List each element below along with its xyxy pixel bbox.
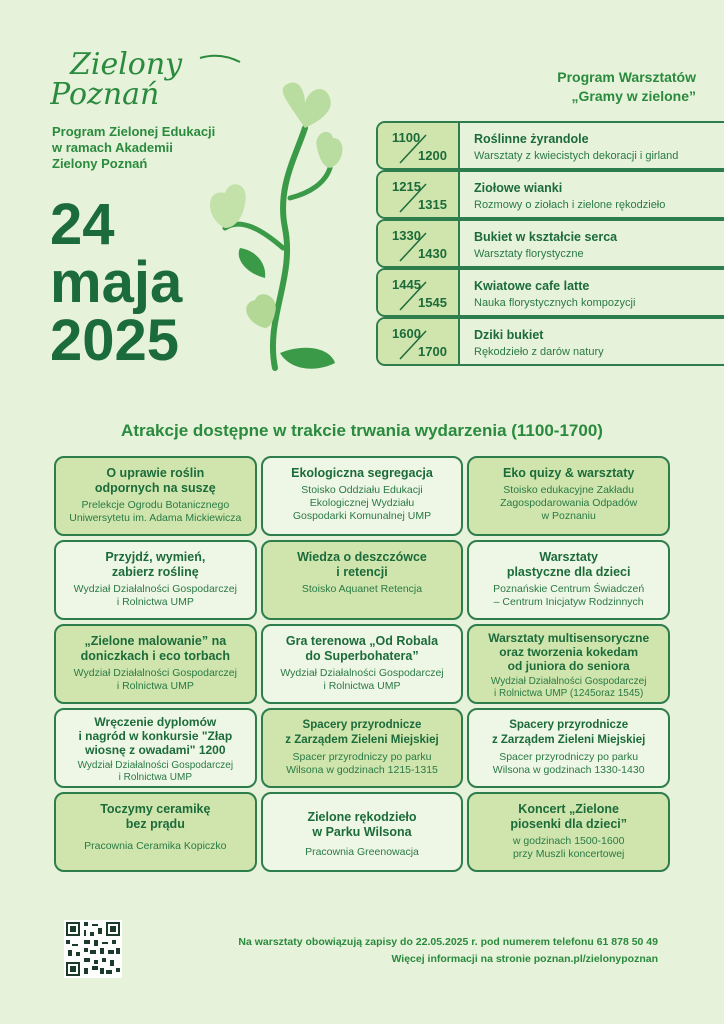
schedule-row — [376, 121, 724, 170]
event-date — [50, 192, 183, 373]
attraction-card: Wręczenie dyplomów i nagród w konkursie "Złap wiosnę z owadami" 1200 Wydział Działalności Gospodarczej i Rolnictwa UMP — [54, 708, 257, 788]
attraction-card: O uprawie roślin odpornych na suszę Prelekcje Ogrodu Botanicznego Uniwersytetu im. Adama Mickiewicza — [54, 456, 257, 536]
schedule-time: 1215 1315 — [378, 172, 460, 217]
attraction-card: Gra terenowa „Od Robala do Superbohatera” Wydział Działalności Gospodarczej i Rolnictwa UMP — [261, 624, 464, 704]
workshop-desc: Nauka florystycznych kompozycji — [474, 297, 636, 309]
attraction-card: Warsztaty plastyczne dla dzieci Poznańskie Centrum Świadczeń – Centrum Inicjatyw Rodzinnych — [467, 540, 670, 620]
attractions-title: Atrakcje dostępne w trakcie trwania wydarzenia (1100-1700) — [121, 421, 603, 440]
plant-illustration-icon — [205, 78, 345, 378]
schedule-row — [376, 170, 724, 219]
schedule-row — [376, 268, 724, 317]
schedule-time: 1100 1200 — [378, 123, 460, 168]
program-title: Program Warsztatów „Gramy w zielone” — [557, 69, 696, 104]
attractions-grid — [54, 456, 670, 872]
registration-info: Na warsztaty obowiązują zapisy do 22.05.2025 r. pod numerem telefonu 61 878 50 49 — [238, 936, 658, 948]
schedule-time: 1330 1430 — [378, 221, 460, 266]
workshop-schedule — [376, 121, 724, 366]
attraction-card: Eko quizy & warsztaty Stoisko edukacyjne Zakładu Zagospodarowania Odpadów w Poznaniu — [467, 456, 670, 536]
attraction-card: Spacery przyrodnicze z Zarządem Zieleni Miejskiej Spacer przyrodniczy po parku Wilsona w godzinach 1330-1430 — [467, 708, 670, 788]
workshop-title: Bukiet w kształcie serca — [474, 230, 618, 244]
attraction-card: Ekologiczna segregacja Stoisko Oddziału Edukacji Ekologicznej Wydziału Gospodarki Komunalnej UMP — [261, 456, 464, 536]
workshop-desc: Rozmowy o ziołach i zielone rękodzieło — [474, 199, 666, 211]
workshop-title: Dziki bukiet — [474, 328, 544, 342]
svg-text:Poznań: Poznań — [50, 77, 160, 112]
workshop-desc: Warsztaty z kwiecistych dekoracji i girland — [474, 150, 679, 162]
svg-text:Zielony: Zielony — [70, 47, 183, 82]
attraction-card: Przyjdź, wymień, zabierz roślinę Wydział Działalności Gospodarczej i Rolnictwa UMP — [54, 540, 257, 620]
footer-info — [238, 934, 658, 968]
attraction-card: Spacery przyrodnicze z Zarządem Zieleni Miejskiej Spacer przyrodniczy po parku Wilsona w godzinach 1215-1315 — [261, 708, 464, 788]
workshop-title: Roślinne żyrandole — [474, 132, 589, 146]
website-link[interactable]: Więcej informacji na stronie poznan.pl/zielonypoznan — [391, 953, 658, 965]
workshop-title: Ziołowe wianki — [474, 181, 563, 195]
workshop-title: Kwiatowe cafe latte — [474, 279, 590, 293]
attraction-card: Wiedza o deszczówce i retencji Stoisko Aquanet Retencja — [261, 540, 464, 620]
attraction-card: Toczymy ceramikę bez prądu Pracownia Ceramika Kopiczko — [54, 792, 257, 872]
date-month: maja — [50, 250, 183, 315]
schedule-row — [376, 317, 724, 366]
attraction-card: „Zielone malowanie” na doniczkach i eco torbach Wydział Działalności Gospodarczej i Rolnictwa UMP — [54, 624, 257, 704]
date-day: 24 — [50, 192, 115, 257]
workshop-desc: Rękodzieło z darów natury — [474, 346, 604, 358]
attraction-card: Warsztaty multisensoryczne oraz tworzenia kokedam od juniora do seniora Wydział Działalności Gospodarczej i Rolnictwa UMP (1245oraz 1545) — [467, 624, 670, 704]
attraction-card: Zielone rękodzieło w Parku Wilsona Pracownia Greenowacja — [261, 792, 464, 872]
intro-text: Program Zielonej Edukacji w ramach Akademii Zielony Poznań — [52, 124, 216, 171]
schedule-time: 1445 1545 — [378, 270, 460, 315]
attraction-card: Koncert „Zielone piosenki dla dzieci” w godzinach 1500-1600 przy Muszli koncertowej — [467, 792, 670, 872]
workshop-desc: Warsztaty florystyczne — [474, 248, 584, 260]
schedule-time: 1600 1700 — [378, 319, 460, 364]
date-year: 2025 — [50, 308, 180, 373]
qr-code-icon[interactable] — [64, 920, 122, 978]
schedule-row — [376, 219, 724, 268]
